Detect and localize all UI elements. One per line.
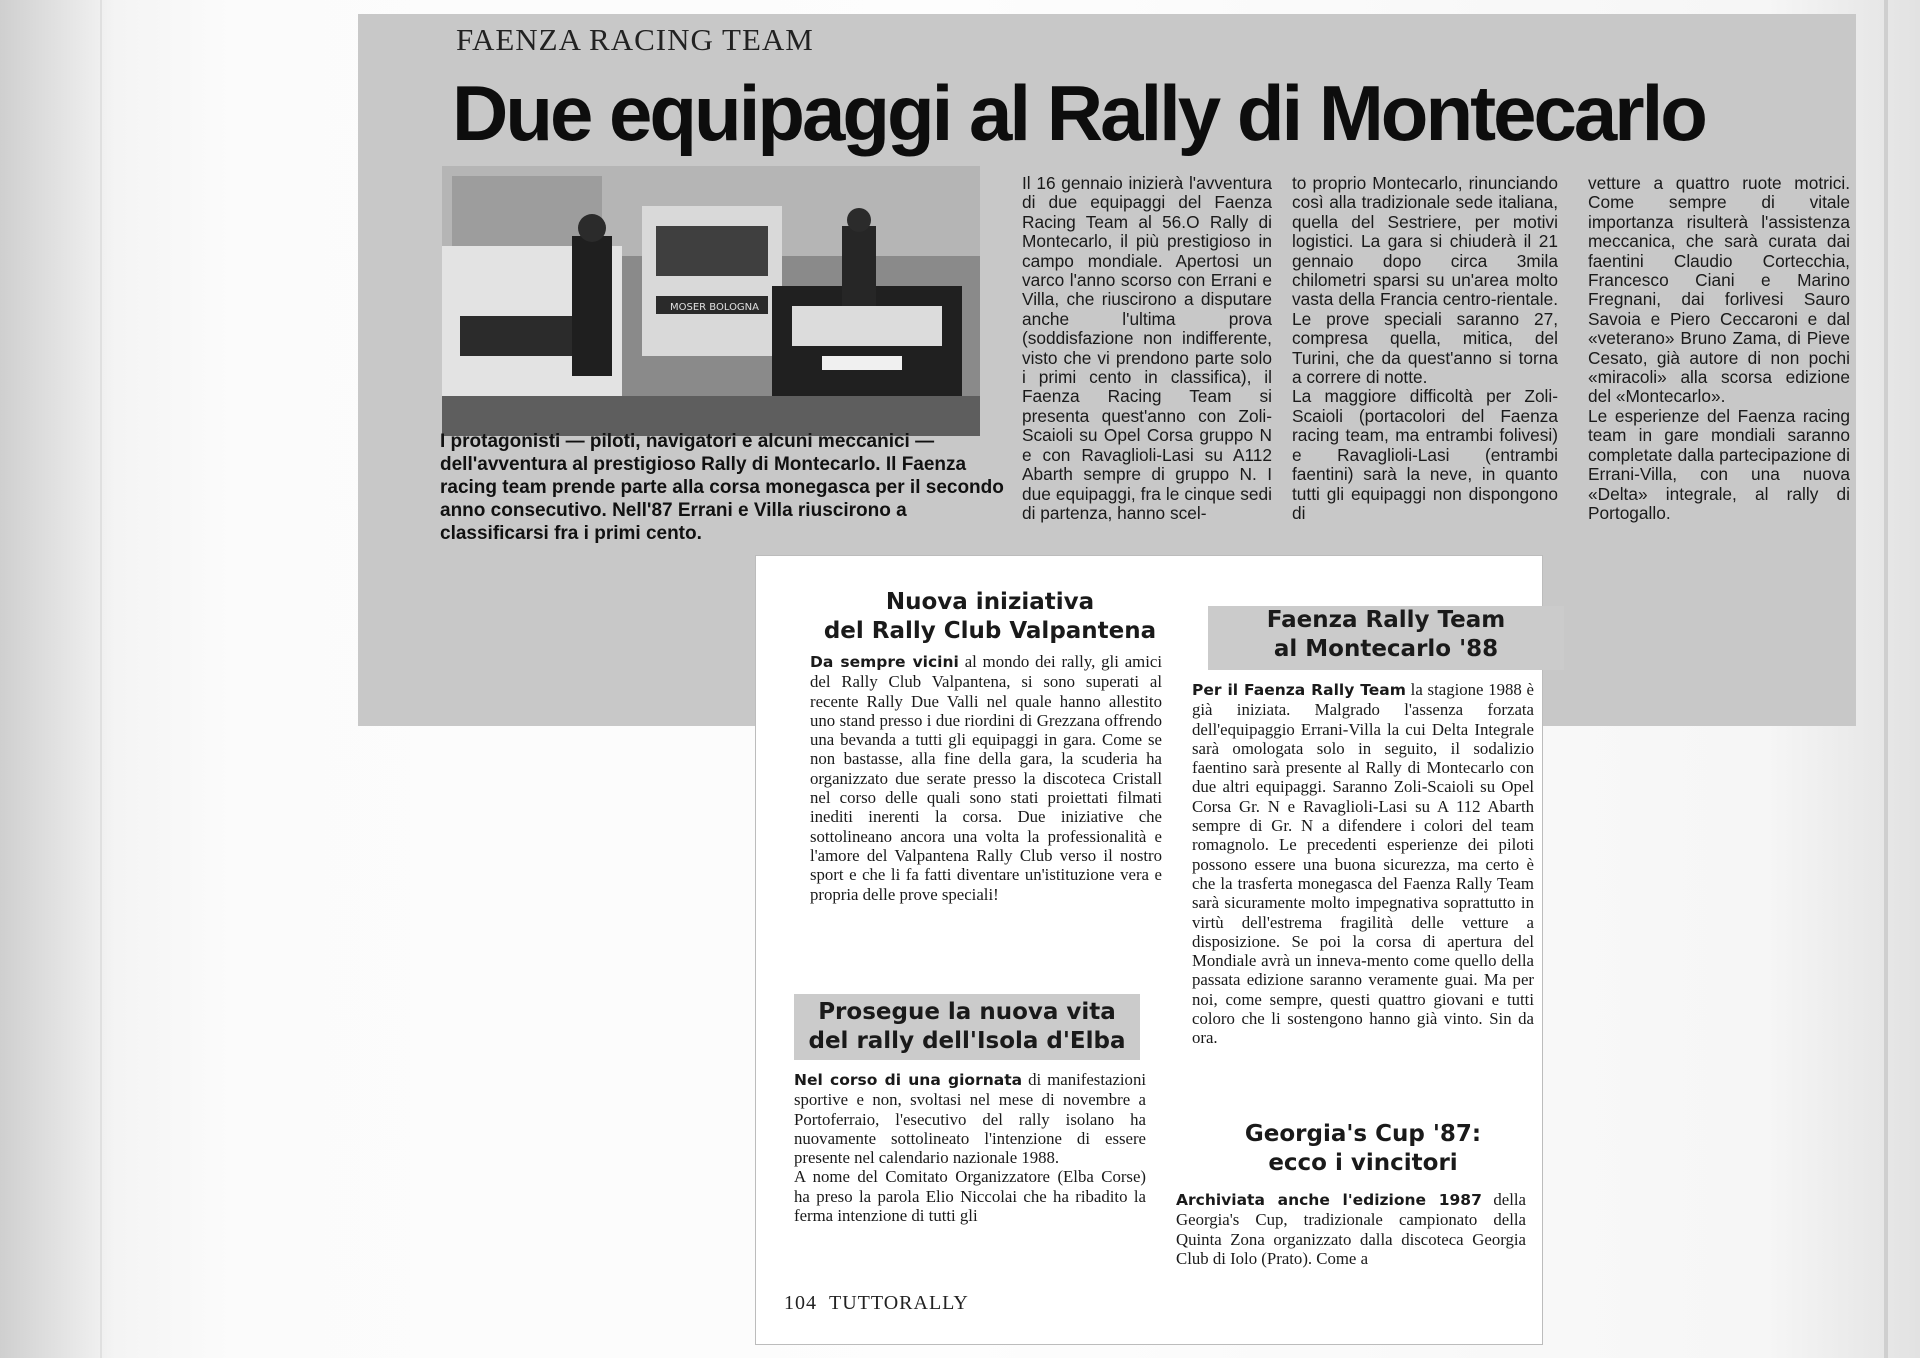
section-title-line2: del Rally Club Valpantena — [823, 618, 1157, 644]
section-text: la stagione 1988 è già iniziata. Malgrado l'assenza forzata dell'equipaggio Errani-Villa la cui Delta Integrale sarà omologata solo in seguito, il sodalizio faentino sarà presente al Rally di Montecarlo con due altri equipaggi. Saranno Zoli-Scaioli su Opel Corsa Gr. N e Ravaglioli-Lasi su A 112 Abarth sempre di Gr. N a difendere i colori del team romagnolo. Le precedenti esperienze dei piloti possono essere una buona sicurezza, ma certo è che la trasferta monegasca del Faenza Rally Team sarà sicuramente molto impegnativa soprattutto in virtù dell'estrema fragilità delle vetture a disposizione. Se poi la corsa di apertura del Mondiale avrà un inneva-mento come quello della passata edizione saranno veramente guai. Ma per noi, come sempre, questi quattro giovani e tutti coloro che li sostengono hanno già vinto. Sin da ora. — [1192, 680, 1534, 1048]
sleeve-edge-left — [100, 0, 102, 1358]
section-title-line2: ecco i vincitori — [1268, 1150, 1458, 1176]
section-title-georgia — [1198, 1120, 1528, 1178]
section-lead: Da sempre vicini — [810, 653, 959, 671]
column-2-text-a: to proprio Montecarlo, rinunciando così alla tradizionale sede italiana, quella del Sestriere, per motivi logistici. La gara si chiuderà il 21 gennaio dopo circa 3mila chilometri sparsi su un'area molto vasta della Francia centro-rientale. Le prove speciali saranno 27, compresa quella, mitica, del Turini, che da quest'anno si torna a correre di notte. — [1292, 173, 1558, 388]
section-lead: Per il Faenza Rally Team — [1192, 681, 1406, 699]
article-kicker: FAENZA RACING TEAM — [456, 22, 814, 57]
section-title-line2: del rally dell'Isola d'Elba — [808, 1028, 1126, 1054]
section-text: della Georgia's Cup, tradizionale campionato della Quinta Zona organizzato dalla discoteca Georgia Club di Iolo (Prato). Come a — [1176, 1190, 1526, 1268]
page-number: 104 — [784, 1292, 817, 1314]
section-body-faenza88 — [1192, 680, 1534, 1048]
article-column-2 — [1292, 174, 1558, 523]
article-column-3 — [1588, 174, 1850, 523]
magazine-name: TUTTORALLY — [829, 1292, 969, 1314]
article-column-1 — [1022, 174, 1272, 523]
section-text: al mondo dei rally, gli amici del Rally Club Valpantena, si sono superati al recente Rally Due Valli nel quale hanno allestito uno stand presso i due riordini di Grezzana offrendo una bevanda a tutti gli equipaggi in gara. Come se non bastasse, alla fine della gara, la scuderia ha organizzato due serate presso la discoteca Cristall nel corso delle quali sono stati proiettati filmati inediti inerenti la corsa. Due iniziative che sottolineano ancora una volta la professionalità e l'amore del Valpantena Rally Club verso il nostro sport e che li fa fatti diventare un'istituzione vera e propria delle prove speciali! — [810, 652, 1163, 904]
section-title-line1: Prosegue la nuova vita — [818, 999, 1116, 1025]
section-title-line1: Georgia's Cup '87: — [1244, 1121, 1482, 1147]
section-lead: Nel corso di una giornata — [794, 1071, 1023, 1089]
photo-caption: I protagonisti — piloti, navigatori e alcuni meccanici — dell'avventura al prestigioso Rally di Montecarlo. Il Faenza racing team prende parte alla corsa monegasca per il secondo anno consecutivo. Nell'87 Errani e Villa riuscirono a classificarsi fra i primi cento. — [440, 431, 1004, 544]
column-2-text-b: La maggiore difficoltà per Zoli-Scaioli (portacolori del Faenza racing team, ma entrambi folivesi) e Ravaglioli-Lasi (entrambi faentini) sarà la neve, in quanto tutti gli equipaggi non dispongono di — [1292, 386, 1558, 523]
section-title-line2: al Montecarlo '88 — [1273, 636, 1499, 662]
section-paragraph — [1192, 680, 1534, 1048]
rally-cars-photo — [442, 166, 980, 436]
section-title-line1: Nuova iniziativa — [885, 589, 1095, 615]
section-title-valpantena — [800, 588, 1180, 646]
article-photo — [442, 166, 980, 436]
section-body-georgia — [1176, 1190, 1526, 1268]
section-paragraph — [810, 652, 1162, 904]
article-headline: Due equipaggi al Rally di Montecarlo — [452, 69, 1705, 157]
column-3-text-b: Le esperienze del Faenza racing team in gare mondiali saranno completate dalla partecipazione di Errani-Villa, con una nuova «Delta» integrale, al rally di Portogallo. — [1588, 405, 1850, 523]
section-body-valpantena — [810, 652, 1162, 904]
section-paragraph — [794, 1070, 1146, 1167]
page-footer — [784, 1292, 969, 1315]
column-1-text: Il 16 gennaio inizierà l'avventura di due equipaggi del Faenza Racing Team al 56.O Rally di Montecarlo, il più prestigioso in campo mondiale. Apertosi un varco l'anno scorso con Errani e Villa, che riuscirono a disputare anche l'ultima prova (soddisfazione non indifferente, visto che vi prendono parte solo i primi cento in classifica), il Faenza Racing Team si presenta quest'anno con Zoli-Scaioli su Opel Corsa gruppo N e con Ravaglioli-Lasi su A112 Abarth sempre di gruppo N. I due equipaggi, fra le cinque sedi di partenza, hanno scel- — [1022, 173, 1272, 523]
section-body-elba — [794, 1070, 1146, 1225]
section-title-faenza88 — [1208, 606, 1564, 664]
section-text: di manifestazioni sportive e non, svoltasi nel mese di novembre a Portoferraio, l'esecutivo del rally isolano ha nuovamente sottolineato l'intenzione di essere presente nel calendario nazionale 1988. — [794, 1070, 1146, 1168]
section-lead: Archiviata anche l'edizione 1987 — [1176, 1191, 1482, 1209]
section-title-elba — [794, 998, 1140, 1056]
photo-plate: MOSER BOLOGNA — [670, 302, 760, 313]
section-paragraph — [1176, 1190, 1526, 1268]
section-paragraph-2: A nome del Comitato Organizzatore (Elba Corse) ha preso la parola Elio Niccolai che ha ribadito la ferma intenzione di tutti gli — [794, 1167, 1146, 1226]
sleeve-edge-right — [1884, 0, 1888, 1358]
column-3-text-a: vetture a quattro ruote motrici. Come sempre di vitale importanza risulterà l'assistenza meccanica, che sarà curata dai faentini Claudio Cortecchia, Francesco Ciani e Marino Fregnani, dai forlivesi Sauro Savoia e Piero Ceccaroni e dal «veterano» Bruno Zama, di Pieve Cesato, già autore di non pochi «miracoli» alla scorsa edizione del «Montecarlo». — [1588, 173, 1850, 407]
section-title-line1: Faenza Rally Team — [1266, 607, 1506, 633]
